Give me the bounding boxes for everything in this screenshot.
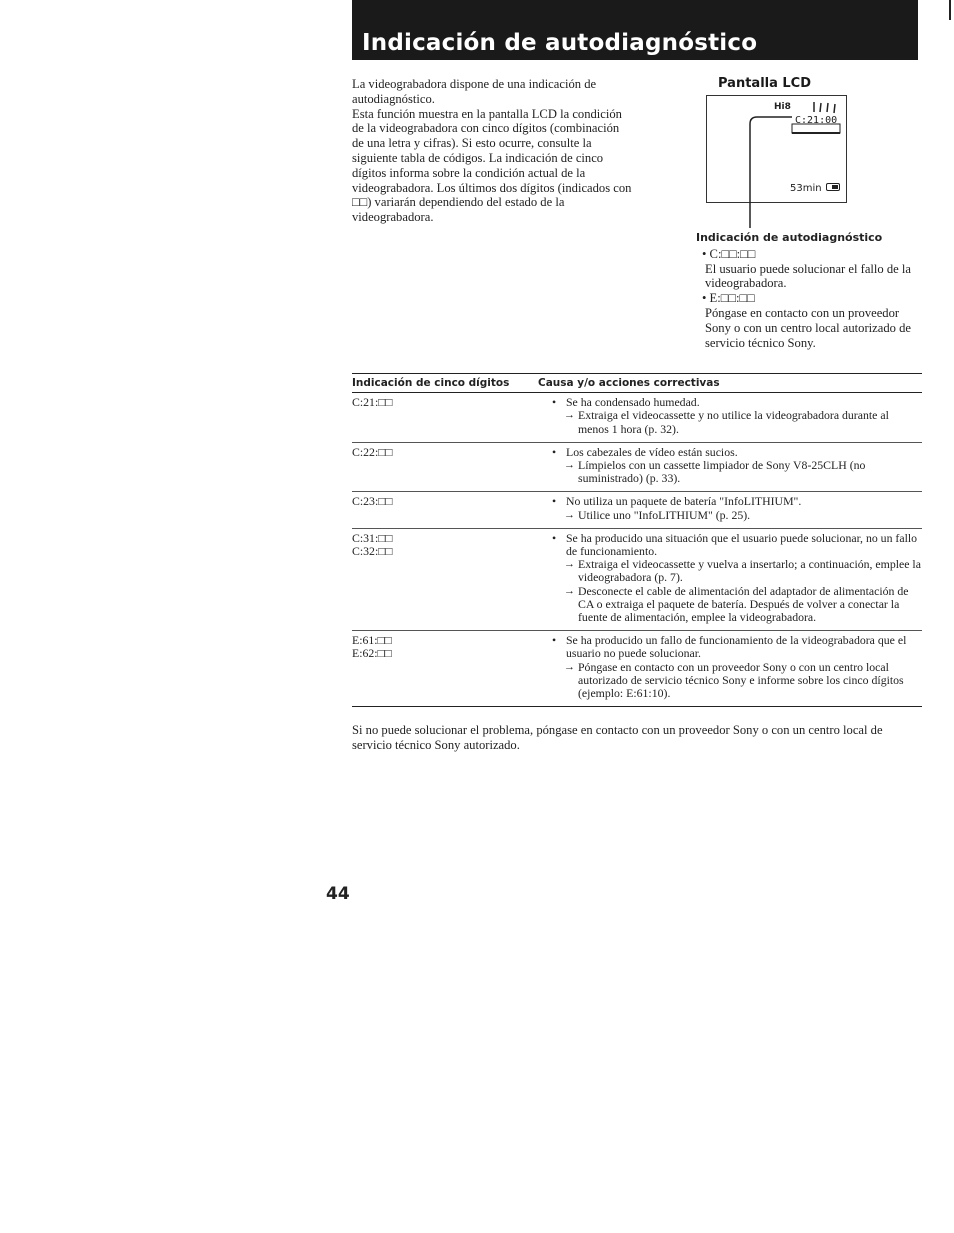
table-row [352, 528, 922, 630]
intro-paragraph-2: Esta función muestra en la pantalla LCD la condición de la videograbadora con cinco dígitos (combinación de una letra y cifras). Si esto ocurre, consulte la siguiente tabla de códigos. La indicación de cinco dígitos informa sobre la condición actual de la videograbadora. Los últimos dos dígitos (indicados con □□) variarán dependiendo del estado de la videograbadora. [352, 106, 632, 225]
table-row [352, 631, 922, 707]
page-title: Indicación de autodiagnóstico [362, 30, 758, 56]
table-row [352, 492, 922, 528]
action-text: Extraiga el videocassette y vuelva a insertarlo; a continuación, emplee la videograbadora (p. 7). [578, 557, 921, 585]
lcd-mode-text: Hi8 [774, 102, 791, 112]
lcd-heading: Pantalla LCD [718, 76, 812, 91]
code-value: E:62:□□ [352, 646, 392, 661]
header-cause-column: Causa y/o acciones correctivas [538, 374, 922, 393]
action-item [538, 585, 922, 625]
cause-text: • No utiliza un paquete de batería "InfoLITHIUM". [538, 495, 922, 508]
action-item [538, 558, 922, 584]
lcd-callout-diagram [0, 0, 954, 260]
code-value: C:21:□□ [352, 395, 393, 410]
cause-text: • Se ha condensado humedad. [538, 396, 922, 409]
action-text: Utilice uno "InfoLITHIUM" (p. 25). [578, 507, 751, 522]
cause-cell [538, 492, 922, 528]
table-row [352, 442, 922, 492]
lcd-code-text: C:21:00 [795, 115, 838, 126]
code-value: C:32:□□ [352, 544, 393, 559]
footer-note: Si no puede solucionar el problema, póngase en contacto con un proveedor Sony o con un centro local de servicio técnico Sony autorizado. [352, 723, 883, 752]
action-item [538, 459, 922, 485]
battery-icon [826, 183, 840, 191]
table-header-row [352, 374, 922, 393]
arrow-icon: → [564, 558, 575, 571]
callout-line [750, 117, 792, 228]
code-value: C:23:□□ [352, 494, 393, 509]
cause-text: • Los cabezales de vídeo están sucios. [538, 446, 922, 459]
action-item [538, 661, 922, 701]
tape-counter-icon [814, 102, 835, 113]
diagnosis-code-c: • C:□□:□□ [702, 246, 756, 261]
cause-text: • Se ha producido un fallo de funcionamiento de la videograbadora que el usuario no puede solucionar. [538, 634, 922, 660]
diagnosis-code-e: • E:□□:□□ [702, 291, 755, 306]
arrow-icon: → [564, 459, 575, 472]
cause-cell [538, 393, 922, 443]
arrow-icon: → [564, 508, 575, 521]
diagnosis-desc-e: Póngase en contacto con un proveedor Sony o con un centro local autorizado de servicio técnico Sony. [705, 305, 911, 350]
action-text: Límpielos con un cassette limpiador de Sony V8-25CLH (no suministrado) (p. 33). [578, 458, 866, 486]
table-row [352, 393, 922, 443]
intro-paragraph-1: La videograbadora dispone de una indicación de autodiagnóstico. [352, 77, 597, 106]
cause-text: • Se ha producido una situación que el usuario puede solucionar, no un fallo de funcionamiento. [538, 532, 922, 558]
diagnosis-desc-c: El usuario puede solucionar el fallo de la videograbadora. [705, 261, 911, 291]
code-cell [352, 492, 538, 528]
arrow-icon: → [564, 584, 575, 597]
diagnosis-codes-table [352, 373, 922, 707]
action-text: Desconecte el cable de alimentación del adaptador de alimentación de CA o extraiga el paquete de batería. Después de volver a conectar la fuente de alimentación, emplee la videograbadora. [578, 583, 909, 625]
cause-cell [538, 528, 922, 630]
code-value: C:31:□□ [352, 530, 393, 545]
remaining-time: 53min [790, 183, 822, 194]
action-item [538, 509, 922, 522]
page-number: 44 [326, 884, 350, 904]
diagnosis-title: Indicación de autodiagnóstico [696, 231, 883, 244]
header-code-column: Indicación de cinco dígitos [352, 374, 538, 393]
code-cell [352, 528, 538, 630]
code-cell [352, 393, 538, 443]
cause-cell [538, 631, 922, 707]
action-text: Extraiga el videocassette y no utilice la videograbadora durante al menos 1 hora (p. 32). [578, 408, 889, 436]
arrow-icon: → [564, 660, 575, 673]
diagnosis-legend [696, 231, 926, 350]
arrow-icon: → [564, 409, 575, 422]
code-value: E:61:□□ [352, 633, 392, 648]
action-item [538, 409, 922, 435]
cause-cell [538, 442, 922, 492]
code-value: C:22:□□ [352, 444, 393, 459]
action-text: Póngase en contacto con un proveedor Sony o con un centro local autorizado de servicio técnico Sony e informe sobre los cinco dígitos (ejemplo: E:61:10). [578, 659, 904, 701]
code-cell [352, 442, 538, 492]
code-cell [352, 631, 538, 707]
